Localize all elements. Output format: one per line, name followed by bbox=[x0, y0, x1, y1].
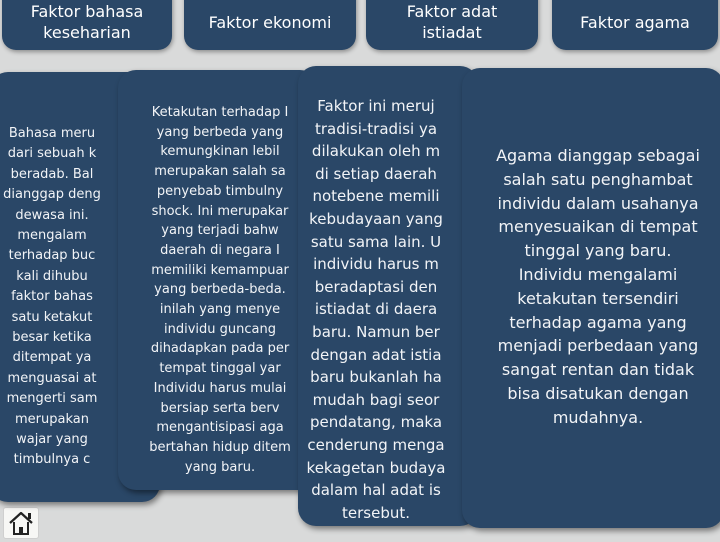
card-text-line: Agama dianggap sebagai bbox=[496, 146, 700, 165]
card-text-line: shock. Ini merupakar bbox=[151, 203, 289, 219]
card-text-line: dewasa ini. bbox=[15, 207, 89, 223]
tab-label: Faktor adat istiadat bbox=[406, 2, 498, 42]
card-text-line: di setiap daerah bbox=[315, 164, 437, 183]
card-text-line: merupakan bbox=[15, 411, 89, 427]
home-icon bbox=[4, 508, 38, 538]
card-text-line: istiadat di daera bbox=[314, 300, 438, 319]
card-text-line: dihadapkan pada per bbox=[150, 341, 290, 357]
card-text-line: memiliki kemampuar bbox=[151, 262, 289, 278]
card-faktor-ekonomi bbox=[118, 70, 318, 490]
card-text-line: yang berbeda yang bbox=[156, 124, 284, 140]
card-text-line: mengantisipasi aga bbox=[156, 420, 284, 436]
card-text-line: inilah yang menye bbox=[159, 302, 281, 317]
card-text-line: sangat rentan dan tidak bbox=[501, 360, 695, 380]
card-text-line: mudahnya. bbox=[552, 407, 644, 427]
card-text-line: daerah di negara I bbox=[160, 242, 280, 258]
card-text-line: tradisi-tradisi ya bbox=[314, 119, 438, 138]
card-text-line: bersiap serta berv bbox=[160, 400, 280, 416]
card-text-line: Faktor ini meruj bbox=[317, 97, 435, 115]
card-text-line: salah satu penghambat bbox=[503, 169, 693, 189]
card-text-line: dari sebuah k bbox=[7, 146, 97, 162]
tab-faktor-ekonomi[interactable] bbox=[184, 0, 356, 50]
card-text-line: terhadap agama yang bbox=[509, 312, 687, 332]
card-text-line: pendatang, maka bbox=[309, 413, 443, 432]
card-text-line: yang berbeda-beda. bbox=[154, 282, 286, 298]
card-faktor-adat-istiadat bbox=[298, 66, 478, 526]
card-text-line: dilakukan oleh m bbox=[311, 142, 441, 161]
card-text-line: ditempat ya bbox=[12, 350, 92, 366]
card-text-line: notebene memili bbox=[312, 187, 440, 206]
card-text-line: beradaptasi den bbox=[314, 277, 438, 296]
card-text-line: baru bukanlah ha bbox=[310, 368, 442, 387]
card-text-line: Individu harus mulai bbox=[153, 380, 287, 396]
card-text-line: kemungkinan lebil bbox=[160, 144, 280, 160]
card-text-line: merupakan salah sa bbox=[154, 164, 286, 180]
card-text-line: wajar yang bbox=[16, 432, 88, 447]
tab-faktor-agama[interactable] bbox=[552, 0, 718, 50]
card-text-line: ketakutan tersendiri bbox=[517, 288, 679, 308]
card-faktor-agama bbox=[462, 68, 720, 528]
card-text-line: menyesuaikan di tempat bbox=[498, 217, 698, 237]
card-text-line: individu harus m bbox=[313, 255, 439, 274]
tab-label: Faktor ekonomi bbox=[208, 12, 332, 32]
card-text-line: bertahan hidup ditem bbox=[149, 439, 291, 455]
card-text-line: individu guncang bbox=[164, 321, 276, 337]
tab-label: Faktor bahasa keseharian bbox=[30, 2, 144, 42]
card-text-line: dianggap deng bbox=[3, 187, 101, 203]
home-button[interactable] bbox=[3, 507, 39, 539]
card-text-line: bisa disatukan dengan bbox=[507, 384, 689, 403]
card-text-line: cenderung menga bbox=[307, 436, 445, 454]
card-text-line: besar ketika bbox=[12, 330, 92, 345]
tab-label: Faktor agama bbox=[580, 12, 690, 32]
card-text-line: beradab. Bal bbox=[10, 166, 94, 182]
card-text-line: terhadap buc bbox=[8, 248, 96, 264]
card-text-line: yang baru. bbox=[184, 459, 256, 475]
card-text-line: menjadi perbedaan yang bbox=[497, 336, 699, 356]
card-text-line: Bahasa meru bbox=[8, 126, 96, 141]
card-text-line: menguasai at bbox=[7, 370, 97, 386]
card-text-line: kali dihubu bbox=[16, 268, 88, 284]
card-text-line: timbulnya c bbox=[13, 452, 91, 468]
tab-faktor-adat-istiadat[interactable] bbox=[366, 0, 538, 50]
card-text-line: satu sama lain. U bbox=[310, 232, 442, 251]
tab-faktor-bahasa[interactable] bbox=[2, 0, 172, 50]
card-text-line: mengerti sam bbox=[6, 391, 98, 407]
card-text-line: tinggal yang baru. bbox=[524, 241, 672, 261]
card-text-line: satu ketakut bbox=[11, 309, 93, 325]
card-text-line: kebudayaan yang bbox=[309, 210, 443, 228]
card-text-line: baru. Namun ber bbox=[312, 323, 440, 341]
card-text-line: dengan adat istia bbox=[310, 345, 442, 364]
card-text-line: yang terjadi bahw bbox=[161, 223, 279, 239]
card-text-line: dalam hal adat is bbox=[311, 481, 441, 500]
card-text-line: Ketakutan terhadap I bbox=[151, 105, 289, 120]
card-text-line: tersebut. bbox=[342, 503, 410, 522]
card-text-line: Individu mengalami bbox=[518, 265, 678, 284]
card-text-line: kekagetan budaya bbox=[306, 458, 446, 477]
card-text-line: mudah bagi seor bbox=[312, 390, 440, 409]
card-text-line: mengalam bbox=[17, 228, 87, 243]
card-text-line: faktor bahas bbox=[11, 289, 93, 305]
card-text-line: tempat tinggal yar bbox=[159, 361, 281, 377]
card-text-line: penyebab timbulny bbox=[156, 183, 284, 199]
card-text-line: individu dalam usahanya bbox=[497, 193, 699, 213]
